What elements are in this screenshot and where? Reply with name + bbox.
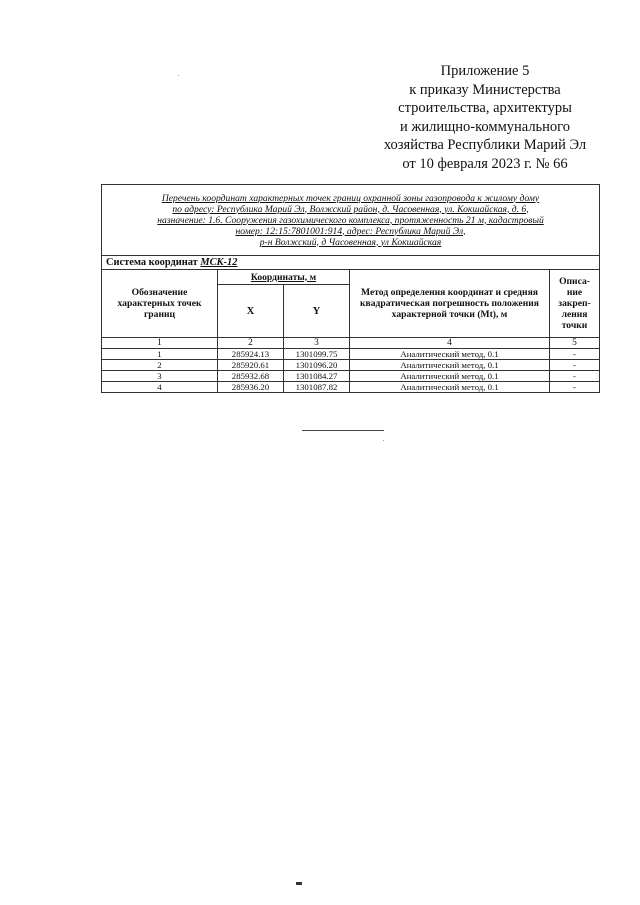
end-of-document-rule — [302, 430, 384, 431]
coordinate-system-row — [102, 256, 600, 270]
point-designation-header: Обозначение характерных точек границ — [102, 270, 218, 338]
scan-speck — [178, 75, 179, 76]
description-cell: - — [550, 360, 600, 371]
table-title-line: номер: 12:15:7801001:914, адрес: Республика Марий Эл, — [235, 225, 466, 237]
method-cell: Аналитический метод, 0.1 — [350, 382, 550, 393]
appendix-header-line: к приказу Министерства — [409, 81, 561, 98]
x-cell: 285924.13 — [218, 349, 284, 360]
y-cell: 1301087.82 — [284, 382, 350, 393]
table-title — [102, 185, 600, 256]
description-cell: - — [550, 382, 600, 393]
description-cell: - — [550, 371, 600, 382]
appendix-header-line: хозяйства Республики Марий Эл — [383, 137, 587, 154]
point-cell: 1 — [102, 349, 218, 360]
x-cell: 285920.61 — [218, 360, 284, 371]
y-cell: 1301096.20 — [284, 360, 350, 371]
column-number: 3 — [284, 338, 350, 349]
column-number: 5 — [550, 338, 600, 349]
appendix-header-line: и жилищно-коммунального — [399, 118, 571, 135]
point-cell: 4 — [102, 382, 218, 393]
coordinate-system-label: Система координат — [106, 257, 198, 268]
page-footer-mark — [296, 882, 302, 885]
coordinate-system-value: МСК-12 — [200, 257, 238, 268]
scan-speck — [383, 440, 384, 441]
method-cell: Аналитический метод, 0.1 — [350, 360, 550, 371]
description-header: Описа-ние закреп-ления точки — [550, 270, 600, 338]
table-row — [102, 360, 600, 371]
y-header: Y — [284, 285, 350, 338]
y-cell: 1301099.75 — [284, 349, 350, 360]
table-row — [102, 349, 600, 360]
appendix-header-line: Приложение 5 — [440, 63, 530, 79]
x-cell: 285932.68 — [218, 371, 284, 382]
point-cell: 3 — [102, 371, 218, 382]
appendix-header-line: от 10 февраля 2023 г. № 66 — [402, 155, 568, 172]
table-title-line: назначение: 1.6. Сооружения газохимического комплекса, протяженность 21 м, кадастровый — [157, 214, 544, 226]
column-number-row — [102, 338, 600, 349]
column-number: 4 — [350, 338, 550, 349]
table-title-row — [102, 185, 600, 256]
coordinate-system — [102, 256, 600, 270]
table-title-line: Перечень координат характерных точек границ охранной зоны газопровода к жилому дому — [161, 192, 540, 204]
table-row — [102, 382, 600, 393]
method-header: Метод определения координат и средняя квадратическая погрешность положения характерной точки (Mt), м — [350, 270, 550, 338]
table-title-line: р-н Волжский, д Часовенная, ул Кокшайская — [259, 236, 442, 248]
x-header: X — [218, 285, 284, 338]
table-title-line: по адресу: Республика Марий Эл, Волжский район, д. Часовенная, ул. Кокшайская, д. 6, — [172, 203, 529, 215]
coordinates-table — [101, 184, 600, 393]
coordinates-header: Координаты, м — [218, 270, 350, 285]
method-cell: Аналитический метод, 0.1 — [350, 371, 550, 382]
appendix-header — [345, 62, 625, 174]
table-row — [102, 371, 600, 382]
appendix-header-line: строительства, архитектуры — [398, 100, 572, 117]
column-number: 2 — [218, 338, 284, 349]
column-number: 1 — [102, 338, 218, 349]
table-header-row — [102, 270, 600, 285]
y-cell: 1301084.27 — [284, 371, 350, 382]
method-cell: Аналитический метод, 0.1 — [350, 349, 550, 360]
x-cell: 285936.20 — [218, 382, 284, 393]
point-cell: 2 — [102, 360, 218, 371]
description-cell: - — [550, 349, 600, 360]
